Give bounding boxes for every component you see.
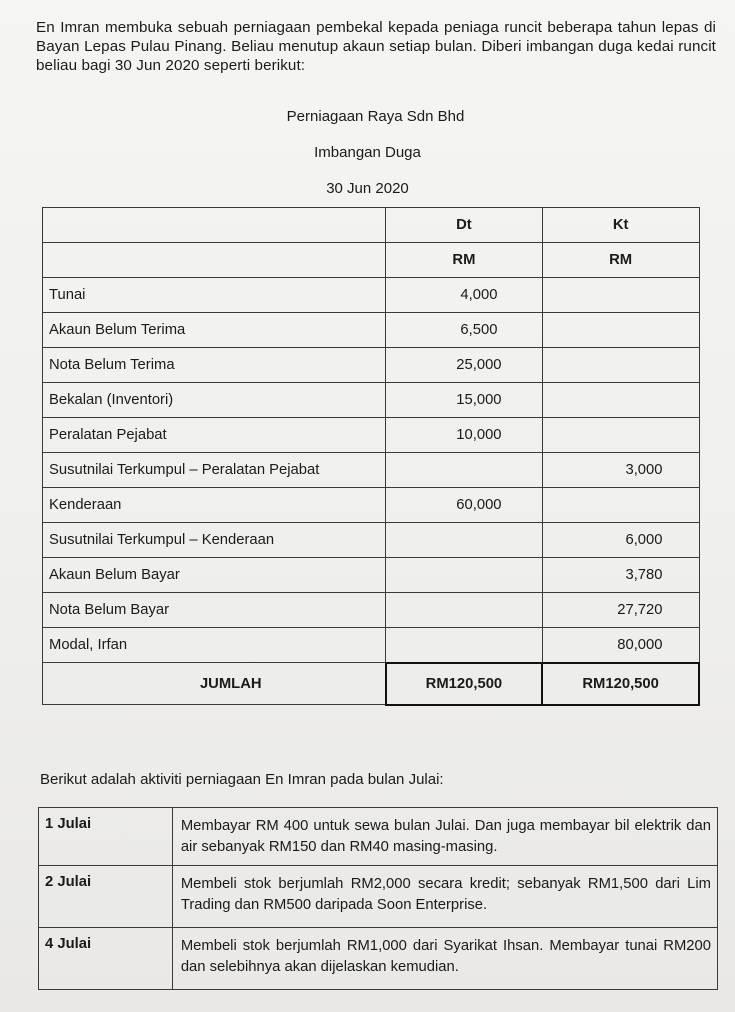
debit-amount xyxy=(386,453,543,488)
account-name: Susutnilai Terkumpul – Kenderaan xyxy=(43,523,386,558)
company-name: Perniagaan Raya Sdn Bhd xyxy=(286,108,465,125)
credit-amount xyxy=(542,383,699,418)
debit-amount xyxy=(386,558,543,593)
table-row xyxy=(43,593,700,628)
account-name: Akaun Belum Bayar xyxy=(43,558,386,593)
header-blank-cell xyxy=(43,208,386,243)
account-name: Bekalan (Inventori) xyxy=(43,383,386,418)
activity-date: 1 Julai xyxy=(39,808,173,866)
table-row xyxy=(43,313,700,348)
table-row xyxy=(43,628,700,663)
credit-amount: 3,000 xyxy=(542,453,699,488)
debit-amount: 10,000 xyxy=(386,418,543,453)
account-name: Nota Belum Bayar xyxy=(43,593,386,628)
debit-amount xyxy=(386,523,543,558)
activities-title: Berikut adalah aktiviti perniagaan En Imran pada bulan Julai: xyxy=(40,771,444,788)
table-row xyxy=(43,418,700,453)
statement-title: Imbangan Duga xyxy=(314,144,421,161)
table-row xyxy=(43,348,700,383)
table-row xyxy=(43,488,700,523)
account-name: Modal, Irfan xyxy=(43,628,386,663)
activity-row xyxy=(39,866,718,928)
total-label: JUMLAH xyxy=(43,663,386,705)
intro-paragraph: En Imran membuka sebuah perniagaan pembekal kepada peniaga runcit beberapa tahun lepas di Bayan Lepas Pulau Pinang. Beliau menutup akaun setiap bulan. Diberi imbangan duga kedai runcit beliau bagi 30 Jun 2020 seperti berikut: xyxy=(36,19,716,74)
table-row xyxy=(43,558,700,593)
table-row xyxy=(43,278,700,313)
activity-row xyxy=(39,808,718,866)
total-credit: RM120,500 xyxy=(542,663,699,705)
account-name: Peralatan Pejabat xyxy=(43,418,386,453)
credit-amount: 3,780 xyxy=(542,558,699,593)
debit-amount: 60,000 xyxy=(386,488,543,523)
kt-currency: RM xyxy=(542,243,699,278)
credit-amount: 80,000 xyxy=(542,628,699,663)
table-row xyxy=(43,383,700,418)
account-name: Susutnilai Terkumpul – Peralatan Pejabat xyxy=(43,453,386,488)
activity-description: Membeli stok berjumlah RM2,000 secara kredit; sebanyak RM1,500 dari Lim Trading dan RM500 daripada Soon Enterprise. xyxy=(172,866,717,928)
credit-amount: 27,720 xyxy=(542,593,699,628)
activity-description: Membayar RM 400 untuk sewa bulan Julai. Dan juga membayar bil elektrik dan air sebanyak RM150 dan RM40 masing-masing. xyxy=(172,808,717,866)
table-row xyxy=(43,453,700,488)
kt-header: Kt xyxy=(542,208,699,243)
debit-amount xyxy=(386,628,543,663)
activity-date: 2 Julai xyxy=(39,866,173,928)
credit-amount xyxy=(542,488,699,523)
debit-amount: 6,500 xyxy=(386,313,543,348)
activity-description: Membeli stok berjumlah RM1,000 dari Syarikat Ihsan. Membayar tunai RM200 dan selebihnya akan dijelaskan kemudian. xyxy=(172,928,717,990)
credit-amount xyxy=(542,313,699,348)
total-debit: RM120,500 xyxy=(386,663,543,705)
account-name: Akaun Belum Terima xyxy=(43,313,386,348)
activity-row xyxy=(39,928,718,990)
account-name: Tunai xyxy=(43,278,386,313)
credit-amount xyxy=(542,278,699,313)
table-row xyxy=(43,523,700,558)
activities-table xyxy=(38,807,718,990)
dt-header: Dt xyxy=(386,208,543,243)
total-row xyxy=(43,663,700,705)
currency-row xyxy=(43,243,700,278)
debit-amount: 4,000 xyxy=(386,278,543,313)
credit-amount xyxy=(542,418,699,453)
debit-amount: 15,000 xyxy=(386,383,543,418)
credit-amount: 6,000 xyxy=(542,523,699,558)
table-header-row xyxy=(43,208,700,243)
activity-date: 4 Julai xyxy=(39,928,173,990)
trial-balance-table xyxy=(42,207,700,706)
statement-date: 30 Jun 2020 xyxy=(326,180,409,197)
credit-amount xyxy=(542,348,699,383)
account-name: Nota Belum Terima xyxy=(43,348,386,383)
currency-blank-cell xyxy=(43,243,386,278)
debit-amount xyxy=(386,593,543,628)
debit-amount: 25,000 xyxy=(386,348,543,383)
dt-currency: RM xyxy=(386,243,543,278)
account-name: Kenderaan xyxy=(43,488,386,523)
